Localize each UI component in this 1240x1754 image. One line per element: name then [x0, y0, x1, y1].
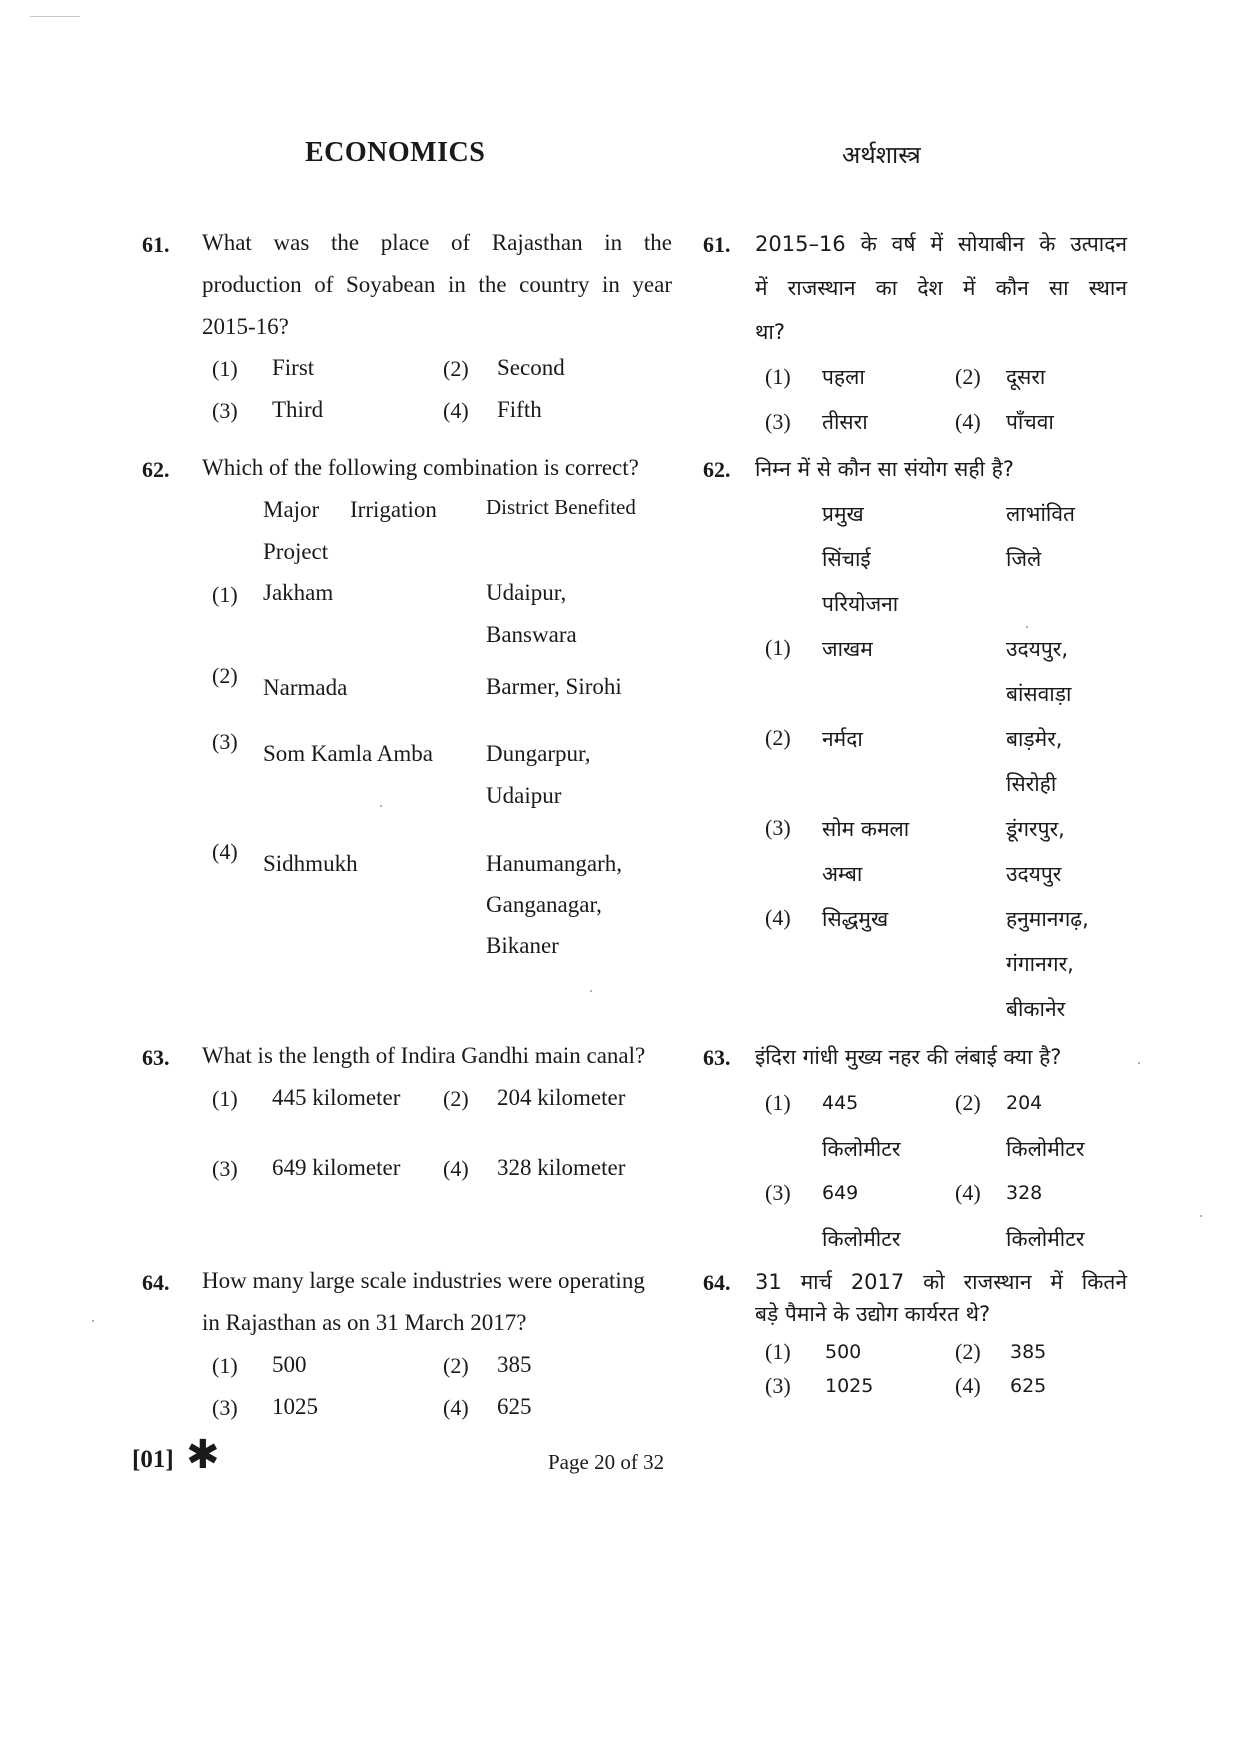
- scan-speck: [1138, 1062, 1140, 1064]
- project-name: Som Kamla Amba: [263, 741, 433, 766]
- column-header-district: लाभांवित: [1006, 502, 1075, 526]
- question-text: Which of the following combination is correct?: [202, 455, 639, 480]
- option-text: दूसरा: [1006, 365, 1046, 389]
- option-number: (2): [955, 1090, 981, 1115]
- question-text-line: 31 मार्च 2017 को राजस्थान में कितने: [755, 1270, 1127, 1294]
- column-header-project: Major: [263, 497, 320, 522]
- option-number: (2): [443, 1353, 469, 1378]
- option-value: 204: [1006, 1092, 1043, 1114]
- district-name: डूंगरपुर,: [1006, 817, 1065, 841]
- district-name: Dungarpur,: [486, 741, 591, 766]
- option-number: (2): [443, 356, 469, 381]
- question-text-line: बड़े पैमाने के उद्योग कार्यरत थे?: [755, 1302, 991, 1326]
- project-name: Jakham: [263, 580, 334, 605]
- option-text: 328 kilometer: [497, 1155, 626, 1180]
- option-number: (1): [212, 1086, 238, 1111]
- option-number: (2): [955, 364, 981, 389]
- project-name: Narmada: [263, 675, 348, 700]
- option-number: (3): [765, 409, 791, 434]
- option-number: (4): [955, 1180, 981, 1205]
- option-number: (3): [212, 1395, 238, 1420]
- project-name: जाखम: [822, 637, 873, 661]
- option-text: Third: [272, 397, 324, 422]
- question-number: 62.: [703, 457, 731, 482]
- option-unit: किलोमीटर: [1006, 1137, 1085, 1161]
- option-number: (2): [443, 1086, 469, 1111]
- project-name: अम्बा: [822, 862, 863, 886]
- section-title-english: ECONOMICS: [305, 137, 486, 168]
- option-text: 625: [497, 1394, 532, 1419]
- scan-speck: [1200, 1215, 1202, 1217]
- option-number: (3): [765, 1180, 791, 1205]
- scan-speck: [590, 990, 592, 992]
- option-number: (4): [765, 905, 791, 930]
- option-text: 204 kilometer: [497, 1085, 626, 1110]
- question-number: 63.: [703, 1045, 731, 1070]
- district-name: Udaipur: [486, 783, 562, 808]
- option-number: (3): [765, 1373, 791, 1398]
- question-text-line: में राजस्थान का देश में कौन सा स्थान: [755, 276, 1127, 300]
- option-value: 328: [1006, 1182, 1043, 1204]
- district-name: उदयपुर,: [1006, 637, 1069, 661]
- district-name: Hanumangarh,: [486, 851, 623, 876]
- option-value: 649: [822, 1182, 859, 1204]
- option-number: (3): [212, 398, 238, 423]
- district-name: सिरोही: [1006, 772, 1057, 796]
- option-number: (1): [212, 356, 238, 381]
- column-header-project: Irrigation: [350, 497, 437, 522]
- scan-speck: [1026, 626, 1028, 628]
- option-number: (1): [765, 635, 791, 660]
- district-name: बीकानेर: [1006, 997, 1066, 1021]
- option-text: 1025: [825, 1375, 874, 1397]
- question-text-line: How many large scale industries were operating: [202, 1268, 645, 1293]
- question-text-line: 2015-16?: [202, 314, 289, 339]
- project-name: सिद्धमुख: [822, 907, 889, 931]
- option-number: (1): [212, 1353, 238, 1378]
- question-text-line: 2015–16 के वर्ष में सोयाबीन के उत्पादन: [755, 232, 1127, 256]
- option-number: (3): [765, 815, 791, 840]
- project-name: Sidhmukh: [263, 851, 358, 876]
- question-number: 64.: [142, 1270, 170, 1295]
- column-header-project: Project: [263, 539, 329, 564]
- option-number: (1): [765, 364, 791, 389]
- option-number: (4): [443, 1156, 469, 1181]
- column-header-project: परियोजना: [822, 592, 899, 616]
- option-text: 625: [1010, 1375, 1047, 1397]
- question-number: 64.: [703, 1270, 731, 1295]
- option-number: (4): [955, 1373, 981, 1398]
- option-number: (4): [212, 839, 238, 864]
- column-header-district: District Benefited: [486, 495, 636, 519]
- option-number: (2): [212, 663, 238, 688]
- district-name: Udaipur,: [486, 580, 567, 605]
- district-name: गंगानगर,: [1006, 952, 1074, 976]
- option-unit: किलोमीटर: [822, 1227, 901, 1251]
- project-name: सोम कमला: [822, 817, 910, 841]
- option-value: 445: [822, 1092, 859, 1114]
- question-number: 62.: [142, 457, 170, 482]
- option-number: (1): [212, 582, 238, 607]
- option-text: Fifth: [497, 397, 542, 422]
- option-number: (4): [443, 398, 469, 423]
- question-text-line: in Rajasthan as on 31 March 2017?: [202, 1310, 527, 1335]
- option-text: 445 kilometer: [272, 1085, 401, 1110]
- option-number: (4): [955, 409, 981, 434]
- question-text-line: What was the place of Rajasthan in the: [202, 230, 672, 255]
- column-header-district: जिले: [1006, 547, 1042, 571]
- booklet-code: [01]: [132, 1446, 174, 1473]
- option-number: (1): [765, 1090, 791, 1115]
- scan-top-rule: [30, 16, 80, 17]
- section-title-hindi: अर्थशास्त्र: [842, 141, 921, 169]
- question-number: 63.: [142, 1045, 170, 1070]
- option-number: (3): [212, 729, 238, 754]
- option-text: पाँचवा: [1006, 410, 1054, 434]
- district-name: Bikaner: [486, 933, 559, 958]
- option-text: तीसरा: [822, 410, 868, 434]
- option-text: 1025: [272, 1394, 318, 1419]
- question-text: निम्न में से कौन सा संयोग सही है?: [755, 457, 1014, 481]
- option-text: First: [272, 355, 315, 380]
- question-text-line: production of Soyabean in the country in year: [202, 272, 672, 297]
- district-name: बाड़मेर,: [1006, 727, 1063, 751]
- option-number: (1): [765, 1339, 791, 1364]
- question-text: इंदिरा गांधी मुख्य नहर की लंबाई क्या है?: [755, 1045, 1062, 1069]
- option-text: 385: [1010, 1341, 1047, 1363]
- page-number: Page 20 of 32: [548, 1450, 665, 1474]
- district-name: बांसवाड़ा: [1006, 682, 1072, 706]
- district-name: Banswara: [486, 622, 577, 647]
- column-header-project: सिंचाई: [822, 547, 871, 571]
- asterisk-icon: ✱: [186, 1432, 220, 1478]
- district-name: हनुमानगढ़,: [1006, 907, 1089, 931]
- scan-speck: [92, 1320, 94, 1322]
- question-number: 61.: [142, 232, 170, 257]
- option-unit: किलोमीटर: [822, 1137, 901, 1161]
- option-number: (3): [212, 1156, 238, 1181]
- question-number: 61.: [703, 232, 731, 257]
- question-text: What is the length of Indira Gandhi main canal?: [202, 1043, 646, 1068]
- option-number: (2): [765, 725, 791, 750]
- option-text: 385: [497, 1352, 532, 1377]
- column-header-project: प्रमुख: [822, 502, 864, 526]
- option-text: पहला: [822, 365, 865, 389]
- option-number: (4): [443, 1395, 469, 1420]
- question-text-line: था?: [755, 320, 786, 344]
- district-name: Ganganagar,: [486, 892, 602, 917]
- option-number: (2): [955, 1339, 981, 1364]
- scan-speck: [380, 805, 382, 807]
- project-name: नर्मदा: [822, 727, 863, 751]
- option-text: Second: [497, 355, 565, 380]
- district-name: उदयपुर: [1006, 862, 1062, 886]
- option-text: 500: [272, 1352, 307, 1377]
- district-name: Barmer, Sirohi: [486, 674, 622, 699]
- option-text: 649 kilometer: [272, 1155, 401, 1180]
- option-text: 500: [825, 1341, 862, 1363]
- option-unit: किलोमीटर: [1006, 1227, 1085, 1251]
